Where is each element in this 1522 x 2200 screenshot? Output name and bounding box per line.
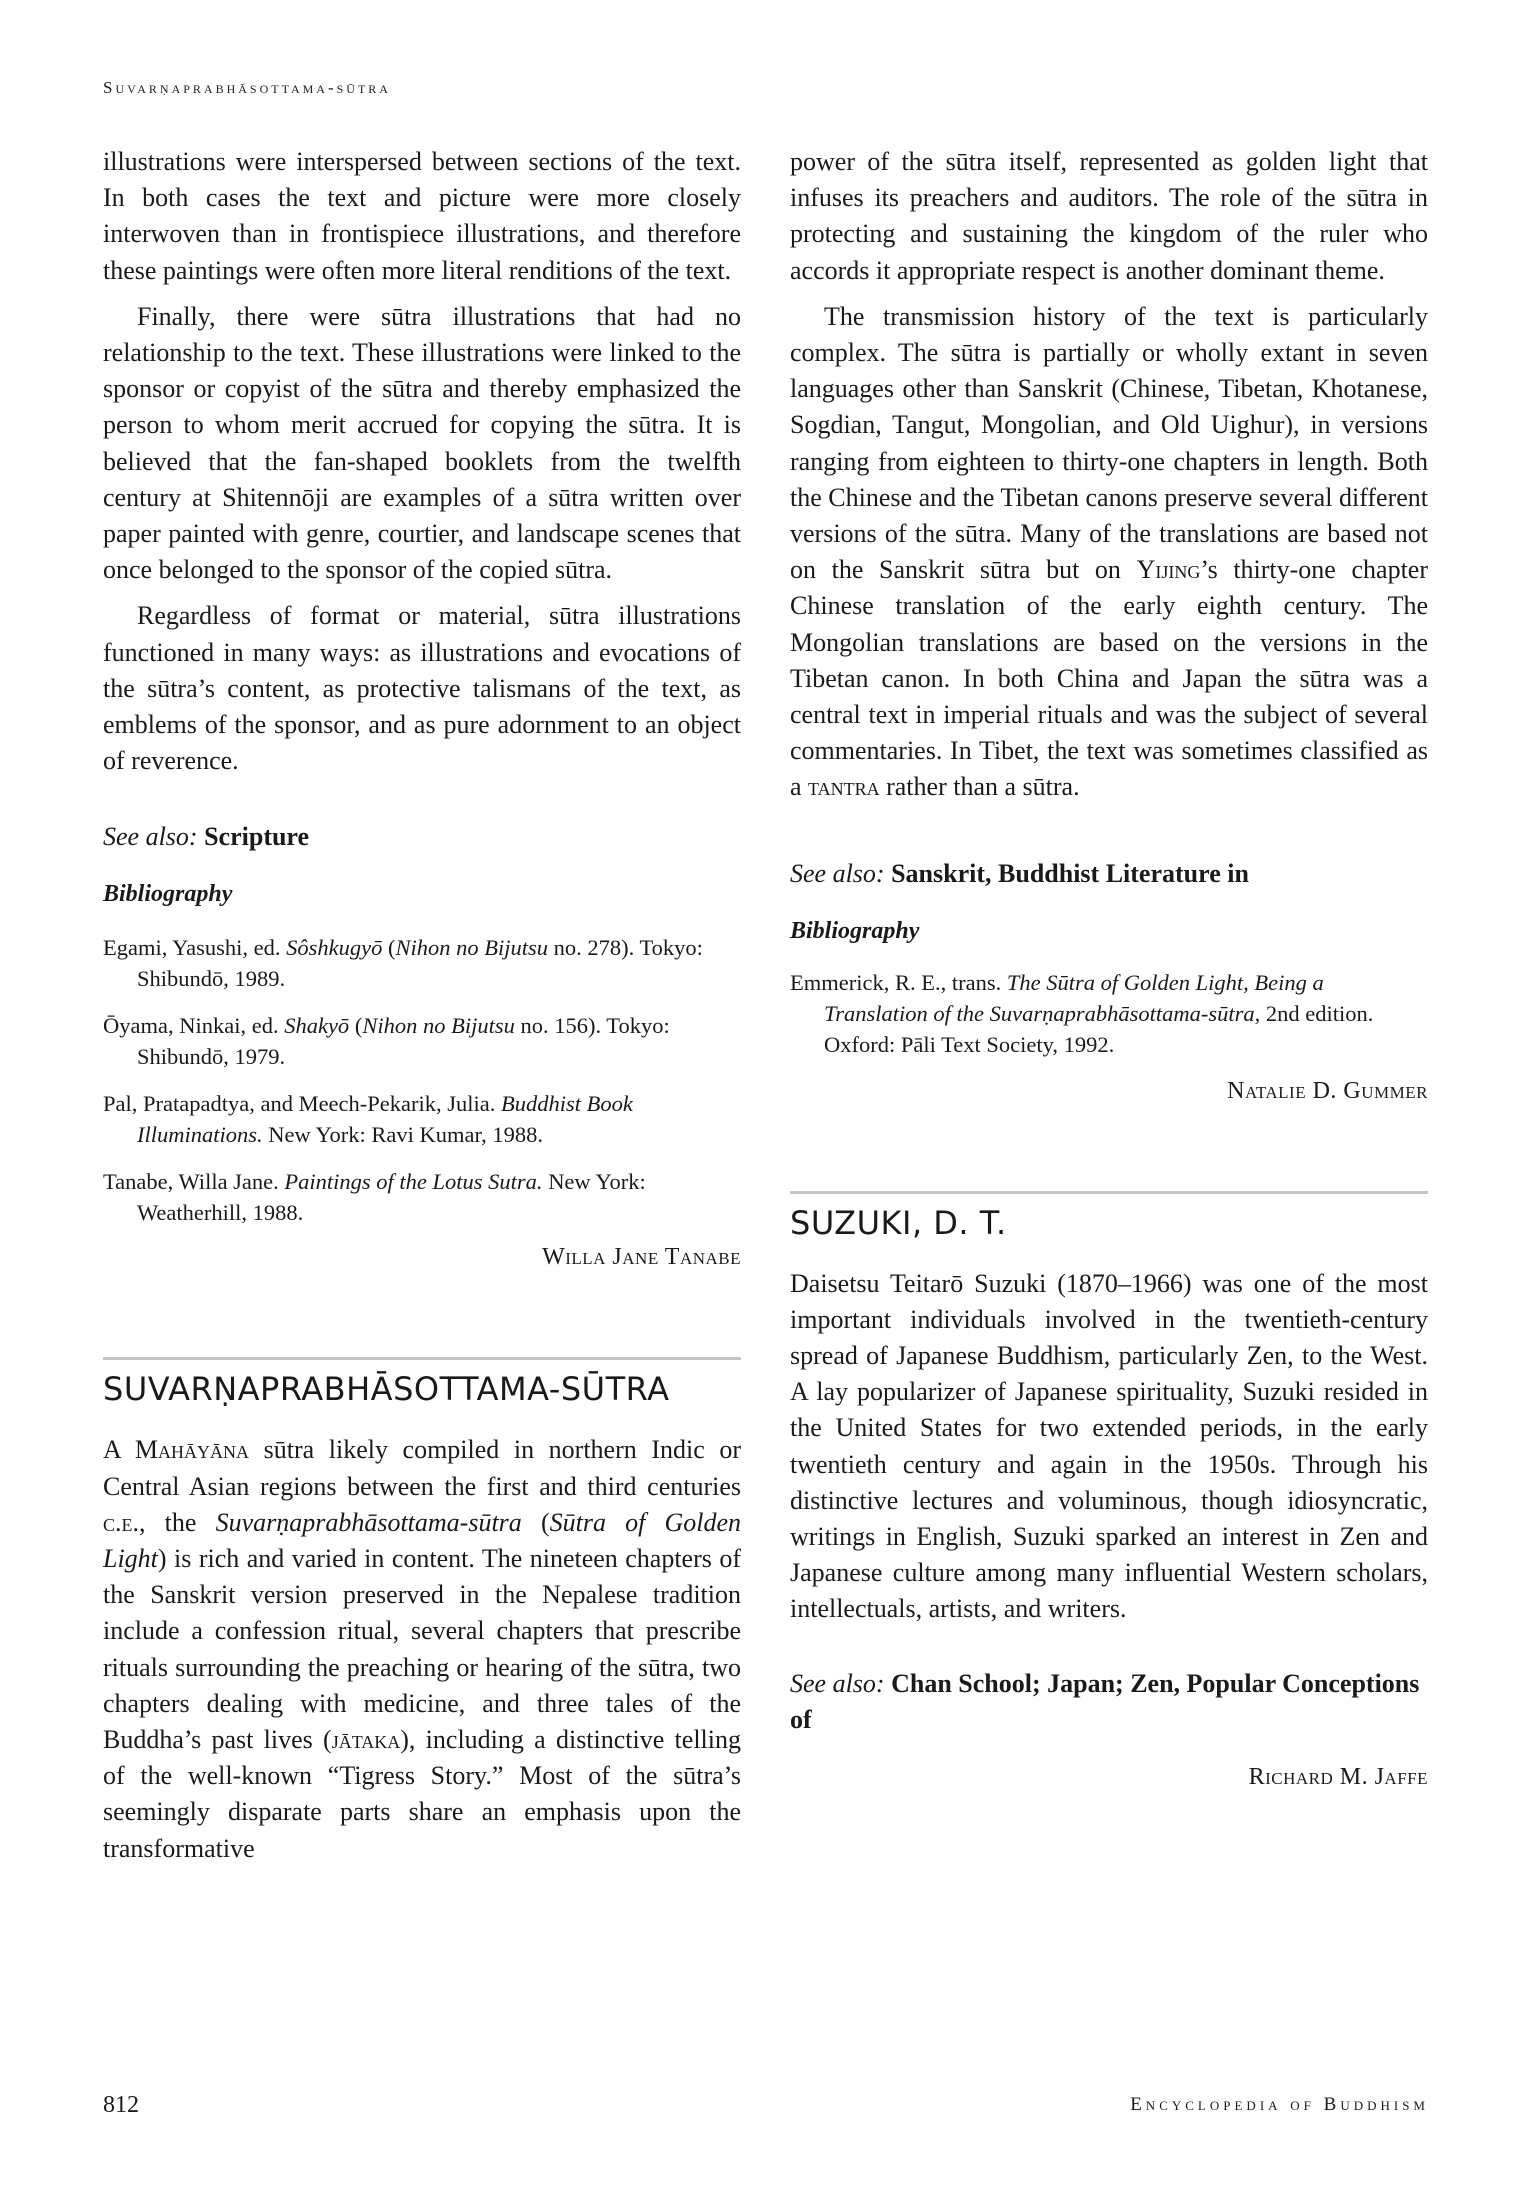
bibliography-entry: Pal, Pratapadtya, and Meech-Pekarik, Julia. Buddhist Book Illuminations. New York: Ravi Kumar, 1988. (103, 1091, 633, 1148)
see-also-label: See also: (790, 1668, 885, 1698)
cross-ref-yijing[interactable]: Yijing (1136, 555, 1201, 585)
left-paragraph-1: illustrations were interspersed between sections of the text. In both cases the text and picture were more closely interwoven than in frontispiece illustrations, and therefore these paintings were often more literal renditions of the text. (103, 147, 741, 285)
bibliography-heading: Bibliography (103, 881, 233, 908)
see-also-label: See also: (103, 822, 198, 852)
bibliography-entry: Tanabe, Willa Jane. Paintings of the Lotus Sutra. New York: Weatherhill, 1988. (103, 1169, 646, 1226)
bibliography-heading: Bibliography (790, 917, 920, 944)
right-paragraph-1: power of the sūtra itself, represented as golden light that infuses its preachers and auditors. The role of the sūtra in protecting and sustaining the kingdom of the ruler who accords it appropriate respect is another dominant theme. (790, 147, 1428, 285)
author-signature: Richard M. Jaffe (1248, 1763, 1428, 1790)
author-signature: Natalie D. Gummer (1227, 1077, 1428, 1104)
entry-paragraph: Daisetsu Teitarō Suzuki (1870–1966) was one of the most important individuals involved in the twentieth-century spread of Japanese Buddhism, particularly Zen, to the West. A lay popularizer of Japanese spirituality, Suzuki resided in the United States for two extended periods, in the early twentieth century and again in the 1950s. Through his distinctive lectures and voluminous, though idiosyncratic, writings in English, Suzuki sparked an interest in Zen and Japanese culture among many influential Western scholars, intellectuals, artists, and writers. (790, 1268, 1428, 1624)
entry-paragraph: A Mahāyāna sūtra likely compiled in northern Indic or Central Asian regions between the first and third centuries c.e., the Suvarṇaprabhāsottama-sūtra (Sūtra of Golden Light) is rich and varied in content. The nineteen chapters of the Sanskrit version preserved in the Nepalese tradition include a confession ritual, several chapters that prescribe rituals surrounding the preaching or hearing of the sūtra, two chapters dealing with medicine, and three tales of the Buddha’s past lives (jātaka), including a distinctive telling of the well-known “Tigress Story.” Most of the sūtra’s seemingly disparate parts share an emphasis upon the transformative (103, 1435, 741, 1863)
see-also-link[interactable]: Chan School; Japan; Zen, Popular Conceptions of (790, 1668, 1420, 1734)
see-also-chan (790, 1666, 1428, 1738)
entry-title-suvarnaprabhasottama: SUVARṆAPRABHĀSOTTAMA-SŪTRA (103, 1370, 670, 1409)
see-also-scripture (103, 819, 741, 855)
see-also-sanskrit (790, 856, 1428, 892)
entry-title-suzuki: SUZUKI, D. T. (790, 1203, 1007, 1242)
see-also-link[interactable]: Sanskrit, Buddhist Literature in (891, 858, 1249, 888)
cross-ref-jataka[interactable]: jātaka (331, 1725, 401, 1755)
page-number: 812 (103, 2092, 139, 2118)
left-column (103, 144, 741, 1867)
bibliography-entry: Egami, Yasushi, ed. Sôshkugyō (Nihon no Bijutsu no. 278). Tokyo: Shibundō, 1989. (103, 935, 703, 992)
cross-ref-tantra[interactable]: tantra (808, 772, 880, 802)
section-divider (790, 1191, 1428, 1194)
author-signature: Willa Jane Tanabe (542, 1244, 741, 1271)
see-also-label: See also: (790, 858, 885, 888)
bibliography-entry: Emmerick, R. E., trans. The Sūtra of Golden Light, Being a Translation of the Suvarṇaprabhāsottama-sūtra, 2nd edition. Oxford: Pāli Text Society, 1992. (790, 969, 1374, 1057)
right-column (790, 144, 1428, 1791)
publication-title: Encyclopedia of Buddhism (1130, 2094, 1429, 2115)
cross-ref-mahayana[interactable]: Mahāyāna (134, 1435, 250, 1465)
bibliography-entry: Ōyama, Ninkai, ed. Shakyō (Nihon no Bijutsu no. 156). Tokyo: Shibundō, 1979. (103, 1013, 670, 1070)
section-divider (103, 1357, 741, 1360)
left-paragraph-2: Finally, there were sūtra illustrations that had no relationship to the text. These illustrations were linked to the sponsor or copyist of the sūtra and thereby emphasized the person to whom merit accrued for copying the sūtra. It is believed that the fan-shaped booklets from the twelfth century at Shitennōji are examples of a sūtra written over paper painted with genre, courtier, and landscape scenes that once belonged to the sponsor of the copied sūtra. (103, 301, 741, 585)
right-paragraph-2: The transmission history of the text is particularly complex. The sūtra is partially or wholly extant in seven languages other than Sanskrit (Chinese, Tibetan, Khotanese, Sogdian, Tangut, Mongolian, and Old Uighur), in versions ranging from eighteen to thirty-one chapters in length. Both the Chinese and the Tibetan canons preserve several different versions of the sūtra. Many of the translations are based not on the Sanskrit sūtra but on Yijing’s thirty-one chapter Chinese translation of the early eighth century. The Mongolian translations are based on the versions in the Tibetan canon. In both China and Japan the sūtra was a central text in imperial rituals and was the subject of several commentaries. In Tibet, the text was sometimes classified as a tantra rather than a sūtra. (790, 301, 1428, 802)
left-paragraph-3: Regardless of format or material, sūtra illustrations functioned in many ways: as illustrations and evocations of the sūtra’s content, as protective talismans of the text, as emblems of the sponsor, and as pure adornment to an object of reverence. (103, 601, 741, 776)
running-head: Suvarṇaprabhāsottama-sūtra (103, 78, 391, 97)
see-also-link[interactable]: Scripture (204, 822, 310, 852)
